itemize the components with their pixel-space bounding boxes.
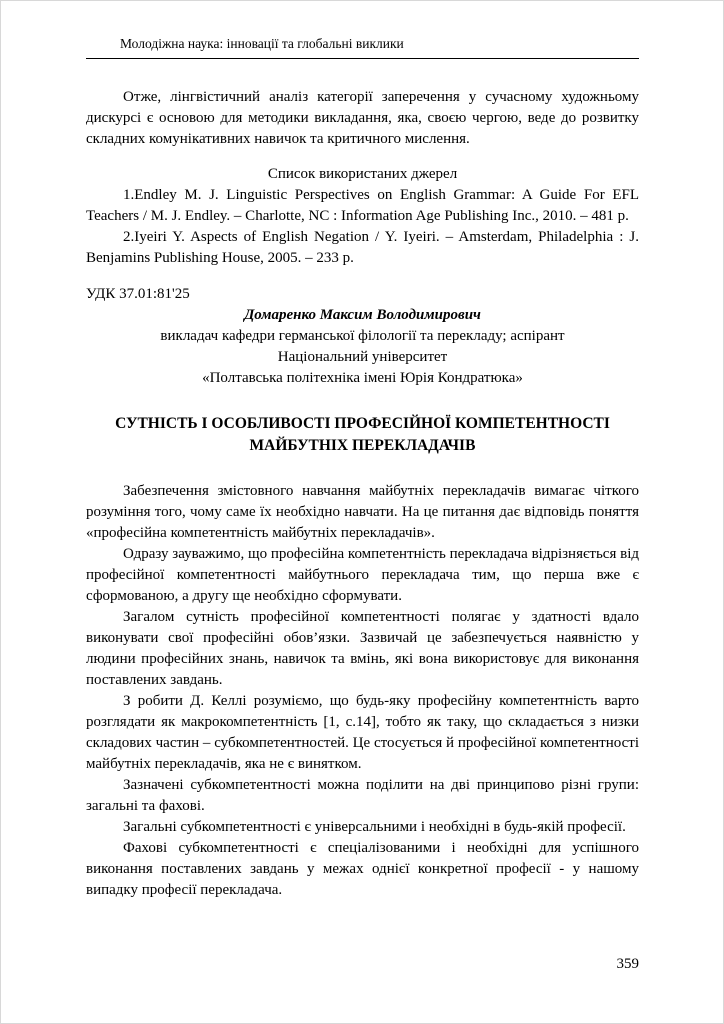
article-title: СУТНІСТЬ І ОСОБЛИВОСТІ ПРОФЕСІЙНОЇ КОМПЕТЕНТНОСТІ МАЙБУТНІХ ПЕРЕКЛАДАЧІВ: [115, 415, 610, 454]
references-heading: Список використаних джерел: [267, 166, 458, 182]
page-content: [86, 87, 639, 901]
body-paragraph: Зазначені субкомпетентності можна поділити на дві принципово різні групи: загальні та фахові.: [86, 777, 639, 814]
author-name: Домаренко Максим Володимирович: [244, 307, 481, 323]
reference-item: 2.Iyeiri Y. Aspects of English Negation / Y. Iyeiri. – Amsterdam, Philadelphia : J. Benjamins Publishing House, 2005. – 233 p.: [86, 229, 639, 266]
body-paragraph: Фахові субкомпетентності є спеціалізованими і необхідні для успішного виконання поставлених завдань у межах однієї конкретної професії - у нашому випадку професії перекладача.: [86, 840, 639, 898]
body-paragraph: Загалом сутність професійної компетентності полягає у здатності вдало виконувати свої професійні обов’язки. Зазвичай це забезпечується наявністю у людини професійних знань, навичок та вмінь, які вона використовує для виконання поставлених завдань.: [86, 609, 639, 688]
author-position: викладач кафедри германської філології та перекладу; аспірант: [160, 328, 565, 344]
body-paragraph: Загальні субкомпетентності є універсальними і необхідні в будь-якій професії.: [123, 819, 626, 835]
page-number: 359: [616, 956, 639, 972]
author-affiliation-line1: Національний університет: [277, 349, 448, 365]
body-paragraph: З робити Д. Келлі розуміємо, що будь-яку професійну компетентність варто розглядати як макрокомпетентність [1, с.14], тобто як таку, що складається з низки складових частин – субкомпетентностей. Це стосується й професійної компетентності майбутніх перекладачів, яка не є винятком.: [86, 693, 639, 772]
running-header: [86, 35, 639, 59]
author-affiliation-line2: «Полтавська політехніка імені Юрія Кондратюка»: [202, 370, 523, 386]
body-paragraph: Одразу зауважимо, що професійна компетентність перекладача відрізняється від професійної компетентності майбутнього перекладача тим, що перша вже є сформованою, а другу ще необхідно сформувати.: [86, 546, 639, 604]
journal-title: Молодіжна наука: інновації та глобальні виклики: [120, 36, 404, 51]
reference-item: 1.Endley M. J. Linguistic Perspectives on English Grammar: A Guide For EFL Teachers / M. J. Endley. – Charlotte, NC : Information Age Publishing Inc., 2010. – 481 p.: [86, 187, 639, 224]
body-paragraph: Забезпечення змістовного навчання майбутніх перекладачів вимагає чіткого розуміння того, чому саме їх необхідно навчати. На це питання дає відповідь поняття «професійна компетентність майбутніх перекладачів».: [86, 483, 639, 541]
intro-paragraph: Отже, лінгвістичний аналіз категорії заперечення у сучасному художньому дискурсі є основою для методики викладання, яка, своєю чергою, веде до розвитку складних комунікативних навичок та критичного мислення.: [86, 89, 639, 147]
udc-code: УДК 37.01:81'25: [86, 286, 190, 302]
